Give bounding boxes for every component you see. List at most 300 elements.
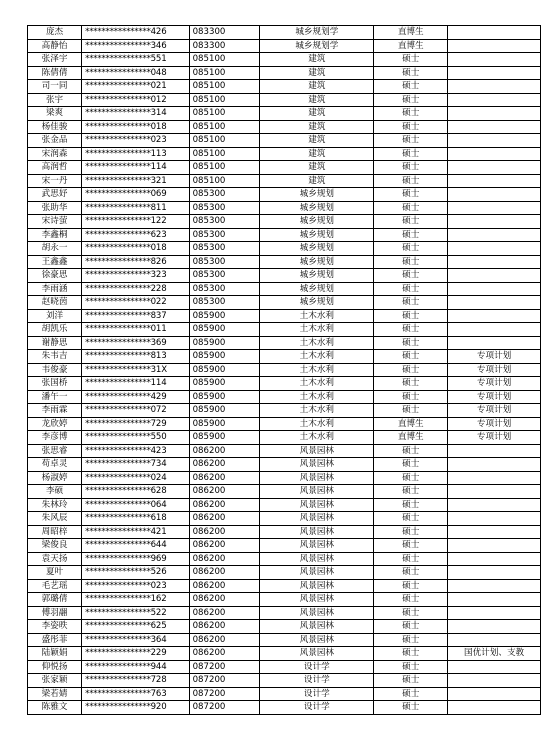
degree-type-cell: 硕士 <box>374 188 448 202</box>
id-number-cell: ****************551 <box>82 53 189 67</box>
remark-cell: 专项计划 <box>448 417 541 431</box>
degree-type-cell: 硕士 <box>374 161 448 175</box>
name-cell: 李雨霖 <box>28 404 82 418</box>
table-row <box>28 66 541 80</box>
table-row <box>28 390 541 404</box>
table-row <box>28 593 541 607</box>
remark-cell <box>448 701 541 715</box>
degree-type-cell: 硕士 <box>374 377 448 391</box>
id-number-cell: ****************122 <box>82 215 189 229</box>
remark-cell <box>448 147 541 161</box>
degree-type-cell: 硕士 <box>374 201 448 215</box>
remark-cell <box>448 336 541 350</box>
major-name-cell: 土木水利 <box>260 309 374 323</box>
table-row <box>28 417 541 431</box>
id-number-cell: ****************162 <box>82 593 189 607</box>
remark-cell <box>448 593 541 607</box>
major-name-cell: 土木水利 <box>260 323 374 337</box>
id-number-cell: ****************526 <box>82 566 189 580</box>
major-name-cell: 风景园林 <box>260 498 374 512</box>
major-code-cell: 085100 <box>189 80 260 94</box>
degree-type-cell: 硕士 <box>374 674 448 688</box>
degree-type-cell: 直博生 <box>374 417 448 431</box>
remark-cell: 专项计划 <box>448 350 541 364</box>
remark-cell <box>448 539 541 553</box>
major-name-cell: 建筑 <box>260 53 374 67</box>
degree-type-cell: 硕士 <box>374 309 448 323</box>
remark-cell <box>448 255 541 269</box>
roster-body <box>28 26 541 715</box>
major-name-cell: 设计学 <box>260 687 374 701</box>
id-number-cell: ****************114 <box>82 377 189 391</box>
id-number-cell: ****************228 <box>82 282 189 296</box>
major-name-cell: 城乡规划学 <box>260 26 374 40</box>
remark-cell <box>448 26 541 40</box>
remark-cell <box>448 215 541 229</box>
degree-type-cell: 硕士 <box>374 215 448 229</box>
major-code-cell: 085300 <box>189 255 260 269</box>
table-row <box>28 80 541 94</box>
degree-type-cell: 硕士 <box>374 620 448 634</box>
table-row <box>28 485 541 499</box>
major-name-cell: 城乡规划 <box>260 296 374 310</box>
table-row <box>28 120 541 134</box>
name-cell: 袁天扬 <box>28 552 82 566</box>
major-name-cell: 建筑 <box>260 107 374 121</box>
id-number-cell: ****************944 <box>82 660 189 674</box>
name-cell: 张泽宇 <box>28 53 82 67</box>
id-number-cell: ****************364 <box>82 633 189 647</box>
major-name-cell: 风景园林 <box>260 606 374 620</box>
remark-cell <box>448 620 541 634</box>
remark-cell: 专项计划 <box>448 390 541 404</box>
major-code-cell: 087200 <box>189 674 260 688</box>
degree-type-cell: 直博生 <box>374 39 448 53</box>
major-code-cell: 085100 <box>189 120 260 134</box>
table-row <box>28 647 541 661</box>
major-code-cell: 085100 <box>189 93 260 107</box>
name-cell: 夏叶 <box>28 566 82 580</box>
degree-type-cell: 硕士 <box>374 242 448 256</box>
table-row <box>28 215 541 229</box>
table-row <box>28 660 541 674</box>
major-name-cell: 土木水利 <box>260 390 374 404</box>
id-number-cell: ****************826 <box>82 255 189 269</box>
major-name-cell: 风景园林 <box>260 579 374 593</box>
name-cell: 毛艺瑶 <box>28 579 82 593</box>
major-code-cell: 085100 <box>189 53 260 67</box>
major-code-cell: 083300 <box>189 39 260 53</box>
degree-type-cell: 硕士 <box>374 444 448 458</box>
major-code-cell: 086200 <box>189 579 260 593</box>
remark-cell: 专项计划 <box>448 431 541 445</box>
name-cell: 张家颖 <box>28 674 82 688</box>
id-number-cell: ****************644 <box>82 539 189 553</box>
major-name-cell: 城乡规划 <box>260 255 374 269</box>
major-name-cell: 设计学 <box>260 660 374 674</box>
table-row <box>28 107 541 121</box>
table-row <box>28 512 541 526</box>
name-cell: 李硕 <box>28 485 82 499</box>
name-cell: 张思睿 <box>28 444 82 458</box>
name-cell: 高润哲 <box>28 161 82 175</box>
table-row <box>28 525 541 539</box>
name-cell: 陈倩倩 <box>28 66 82 80</box>
table-row <box>28 282 541 296</box>
remark-cell <box>448 282 541 296</box>
id-number-cell: ****************728 <box>82 674 189 688</box>
remark-cell <box>448 269 541 283</box>
major-name-cell: 城乡规划学 <box>260 39 374 53</box>
major-code-cell: 086200 <box>189 606 260 620</box>
major-name-cell: 设计学 <box>260 701 374 715</box>
remark-cell <box>448 309 541 323</box>
table-row <box>28 606 541 620</box>
name-cell: 周昭梓 <box>28 525 82 539</box>
major-code-cell: 085300 <box>189 228 260 242</box>
major-code-cell: 085900 <box>189 390 260 404</box>
remark-cell <box>448 579 541 593</box>
major-code-cell: 086200 <box>189 485 260 499</box>
remark-cell <box>448 53 541 67</box>
id-number-cell: ****************618 <box>82 512 189 526</box>
remark-cell <box>448 458 541 472</box>
id-number-cell: ****************048 <box>82 66 189 80</box>
name-cell: 仰悦扬 <box>28 660 82 674</box>
name-cell: 潘午一 <box>28 390 82 404</box>
degree-type-cell: 硕士 <box>374 147 448 161</box>
degree-type-cell: 硕士 <box>374 701 448 715</box>
remark-cell <box>448 39 541 53</box>
degree-type-cell: 硕士 <box>374 606 448 620</box>
name-cell: 李鑫桐 <box>28 228 82 242</box>
id-number-cell: ****************072 <box>82 404 189 418</box>
name-cell: 胡永一 <box>28 242 82 256</box>
table-row <box>28 471 541 485</box>
major-code-cell: 085300 <box>189 296 260 310</box>
degree-type-cell: 硕士 <box>374 647 448 661</box>
table-row <box>28 431 541 445</box>
major-name-cell: 风景园林 <box>260 593 374 607</box>
major-name-cell: 风景园林 <box>260 525 374 539</box>
id-number-cell: ****************023 <box>82 134 189 148</box>
degree-type-cell: 硕士 <box>374 107 448 121</box>
major-code-cell: 085100 <box>189 66 260 80</box>
id-number-cell: ****************011 <box>82 323 189 337</box>
table-row <box>28 93 541 107</box>
name-cell: 赵晓茵 <box>28 296 82 310</box>
major-name-cell: 风景园林 <box>260 471 374 485</box>
id-number-cell: ****************069 <box>82 188 189 202</box>
remark-cell <box>448 134 541 148</box>
major-code-cell: 085900 <box>189 350 260 364</box>
id-number-cell: ****************022 <box>82 296 189 310</box>
name-cell: 韦俊豪 <box>28 363 82 377</box>
degree-type-cell: 硕士 <box>374 53 448 67</box>
id-number-cell: ****************012 <box>82 93 189 107</box>
remark-cell <box>448 674 541 688</box>
remark-cell <box>448 107 541 121</box>
remark-cell <box>448 188 541 202</box>
id-number-cell: ****************323 <box>82 269 189 283</box>
id-number-cell: ****************813 <box>82 350 189 364</box>
remark-cell <box>448 566 541 580</box>
major-code-cell: 085100 <box>189 161 260 175</box>
degree-type-cell: 硕士 <box>374 404 448 418</box>
major-code-cell: 086200 <box>189 512 260 526</box>
remark-cell <box>448 80 541 94</box>
major-code-cell: 085300 <box>189 188 260 202</box>
name-cell: 李雨涵 <box>28 282 82 296</box>
name-cell: 司一同 <box>28 80 82 94</box>
major-name-cell: 土木水利 <box>260 336 374 350</box>
degree-type-cell: 硕士 <box>374 336 448 350</box>
id-number-cell: ****************018 <box>82 242 189 256</box>
table-row <box>28 539 541 553</box>
name-cell: 谢静思 <box>28 336 82 350</box>
degree-type-cell: 硕士 <box>374 66 448 80</box>
table-row <box>28 147 541 161</box>
remark-cell: 专项计划 <box>448 363 541 377</box>
major-name-cell: 风景园林 <box>260 633 374 647</box>
major-code-cell: 086200 <box>189 566 260 580</box>
major-name-cell: 风景园林 <box>260 485 374 499</box>
remark-cell: 专项计划 <box>448 404 541 418</box>
table-row <box>28 39 541 53</box>
major-name-cell: 风景园林 <box>260 444 374 458</box>
degree-type-cell: 硕士 <box>374 228 448 242</box>
name-cell: 宋润森 <box>28 147 82 161</box>
table-row <box>28 296 541 310</box>
degree-type-cell: 硕士 <box>374 174 448 188</box>
major-name-cell: 城乡规划 <box>260 228 374 242</box>
table-row <box>28 350 541 364</box>
major-code-cell: 086200 <box>189 525 260 539</box>
name-cell: 朱韦吉 <box>28 350 82 364</box>
major-name-cell: 城乡规划 <box>260 188 374 202</box>
major-name-cell: 风景园林 <box>260 647 374 661</box>
name-cell: 傅羽翮 <box>28 606 82 620</box>
remark-cell <box>448 606 541 620</box>
remark-cell <box>448 633 541 647</box>
table-row <box>28 444 541 458</box>
remark-cell <box>448 552 541 566</box>
id-number-cell: ****************920 <box>82 701 189 715</box>
id-number-cell: ****************837 <box>82 309 189 323</box>
major-name-cell: 建筑 <box>260 120 374 134</box>
major-name-cell: 设计学 <box>260 674 374 688</box>
table-row <box>28 377 541 391</box>
remark-cell <box>448 471 541 485</box>
id-number-cell: ****************623 <box>82 228 189 242</box>
remark-cell <box>448 201 541 215</box>
id-number-cell: ****************729 <box>82 417 189 431</box>
degree-type-cell: 硕士 <box>374 134 448 148</box>
name-cell: 杨佳骏 <box>28 120 82 134</box>
degree-type-cell: 直博生 <box>374 431 448 445</box>
major-name-cell: 建筑 <box>260 80 374 94</box>
degree-type-cell: 硕士 <box>374 633 448 647</box>
major-code-cell: 087200 <box>189 701 260 715</box>
remark-cell: 专项计划 <box>448 377 541 391</box>
table-row <box>28 701 541 715</box>
id-number-cell: ****************114 <box>82 161 189 175</box>
major-code-cell: 085900 <box>189 377 260 391</box>
name-cell: 李彦博 <box>28 431 82 445</box>
name-cell: 苟卓灵 <box>28 458 82 472</box>
table-row <box>28 633 541 647</box>
major-code-cell: 086200 <box>189 620 260 634</box>
major-name-cell: 风景园林 <box>260 458 374 472</box>
major-name-cell: 土木水利 <box>260 417 374 431</box>
remark-cell <box>448 512 541 526</box>
id-number-cell: ****************421 <box>82 525 189 539</box>
major-name-cell: 风景园林 <box>260 566 374 580</box>
major-code-cell: 085900 <box>189 363 260 377</box>
degree-type-cell: 硕士 <box>374 120 448 134</box>
table-row <box>28 53 541 67</box>
table-row <box>28 228 541 242</box>
major-code-cell: 086200 <box>189 471 260 485</box>
degree-type-cell: 硕士 <box>374 485 448 499</box>
degree-type-cell: 硕士 <box>374 539 448 553</box>
table-row <box>28 674 541 688</box>
degree-type-cell: 硕士 <box>374 687 448 701</box>
major-name-cell: 土木水利 <box>260 404 374 418</box>
student-roster-table <box>27 25 541 715</box>
name-cell: 庞杰 <box>28 26 82 40</box>
remark-cell <box>448 120 541 134</box>
name-cell: 张国桥 <box>28 377 82 391</box>
id-number-cell: ****************018 <box>82 120 189 134</box>
major-code-cell: 086200 <box>189 552 260 566</box>
id-number-cell: ****************024 <box>82 471 189 485</box>
major-code-cell: 086200 <box>189 633 260 647</box>
id-number-cell: ****************064 <box>82 498 189 512</box>
major-code-cell: 086200 <box>189 539 260 553</box>
major-name-cell: 建筑 <box>260 93 374 107</box>
name-cell: 武思妤 <box>28 188 82 202</box>
degree-type-cell: 硕士 <box>374 593 448 607</box>
id-number-cell: ****************734 <box>82 458 189 472</box>
table-row <box>28 579 541 593</box>
degree-type-cell: 直博生 <box>374 26 448 40</box>
table-row <box>28 552 541 566</box>
major-code-cell: 086200 <box>189 444 260 458</box>
id-number-cell: ****************113 <box>82 147 189 161</box>
id-number-cell: ****************969 <box>82 552 189 566</box>
name-cell: 朱林玲 <box>28 498 82 512</box>
table-row <box>28 458 541 472</box>
degree-type-cell: 硕士 <box>374 390 448 404</box>
major-code-cell: 085100 <box>189 107 260 121</box>
table-row <box>28 255 541 269</box>
major-code-cell: 087200 <box>189 687 260 701</box>
remark-cell <box>448 93 541 107</box>
major-code-cell: 085100 <box>189 134 260 148</box>
table-row <box>28 161 541 175</box>
degree-type-cell: 硕士 <box>374 566 448 580</box>
name-cell: 张宇 <box>28 93 82 107</box>
name-cell: 朱风辰 <box>28 512 82 526</box>
degree-type-cell: 硕士 <box>374 498 448 512</box>
name-cell: 徐豪思 <box>28 269 82 283</box>
table-row <box>28 174 541 188</box>
degree-type-cell: 硕士 <box>374 296 448 310</box>
table-row <box>28 363 541 377</box>
remark-cell <box>448 66 541 80</box>
id-number-cell: ****************763 <box>82 687 189 701</box>
id-number-cell: ****************426 <box>82 26 189 40</box>
table-row <box>28 309 541 323</box>
remark-cell <box>448 174 541 188</box>
table-row <box>28 687 541 701</box>
name-cell: 胡凯乐 <box>28 323 82 337</box>
name-cell: 王鑫鑫 <box>28 255 82 269</box>
table-row <box>28 498 541 512</box>
id-number-cell: ****************550 <box>82 431 189 445</box>
degree-type-cell: 硕士 <box>374 282 448 296</box>
major-code-cell: 083300 <box>189 26 260 40</box>
major-name-cell: 土木水利 <box>260 431 374 445</box>
id-number-cell: ****************625 <box>82 620 189 634</box>
id-number-cell: ****************229 <box>82 647 189 661</box>
remark-cell <box>448 161 541 175</box>
degree-type-cell: 硕士 <box>374 350 448 364</box>
id-number-cell: ****************314 <box>82 107 189 121</box>
degree-type-cell: 硕士 <box>374 269 448 283</box>
degree-type-cell: 硕士 <box>374 363 448 377</box>
table-row <box>28 269 541 283</box>
degree-type-cell: 硕士 <box>374 471 448 485</box>
major-name-cell: 风景园林 <box>260 539 374 553</box>
id-number-cell: ****************321 <box>82 174 189 188</box>
major-name-cell: 建筑 <box>260 174 374 188</box>
table-row <box>28 242 541 256</box>
major-code-cell: 086200 <box>189 458 260 472</box>
major-code-cell: 086200 <box>189 498 260 512</box>
remark-cell <box>448 525 541 539</box>
id-number-cell: ****************628 <box>82 485 189 499</box>
major-name-cell: 城乡规划 <box>260 242 374 256</box>
remark-cell <box>448 485 541 499</box>
id-number-cell: ****************423 <box>82 444 189 458</box>
major-code-cell: 085900 <box>189 309 260 323</box>
name-cell: 盛彤菲 <box>28 633 82 647</box>
major-name-cell: 城乡规划 <box>260 269 374 283</box>
major-name-cell: 城乡规划 <box>260 282 374 296</box>
name-cell: 张助华 <box>28 201 82 215</box>
id-number-cell: ****************369 <box>82 336 189 350</box>
table-row <box>28 188 541 202</box>
major-code-cell: 085300 <box>189 269 260 283</box>
major-code-cell: 085900 <box>189 417 260 431</box>
remark-cell <box>448 687 541 701</box>
id-number-cell: ****************522 <box>82 606 189 620</box>
major-name-cell: 城乡规划 <box>260 201 374 215</box>
major-code-cell: 085900 <box>189 336 260 350</box>
degree-type-cell: 硕士 <box>374 458 448 472</box>
table-row <box>28 404 541 418</box>
major-name-cell: 风景园林 <box>260 512 374 526</box>
major-code-cell: 086200 <box>189 647 260 661</box>
major-code-cell: 086200 <box>189 593 260 607</box>
major-code-cell: 085300 <box>189 215 260 229</box>
name-cell: 郭璐倩 <box>28 593 82 607</box>
remark-cell <box>448 296 541 310</box>
name-cell: 陈雅文 <box>28 701 82 715</box>
major-name-cell: 建筑 <box>260 66 374 80</box>
